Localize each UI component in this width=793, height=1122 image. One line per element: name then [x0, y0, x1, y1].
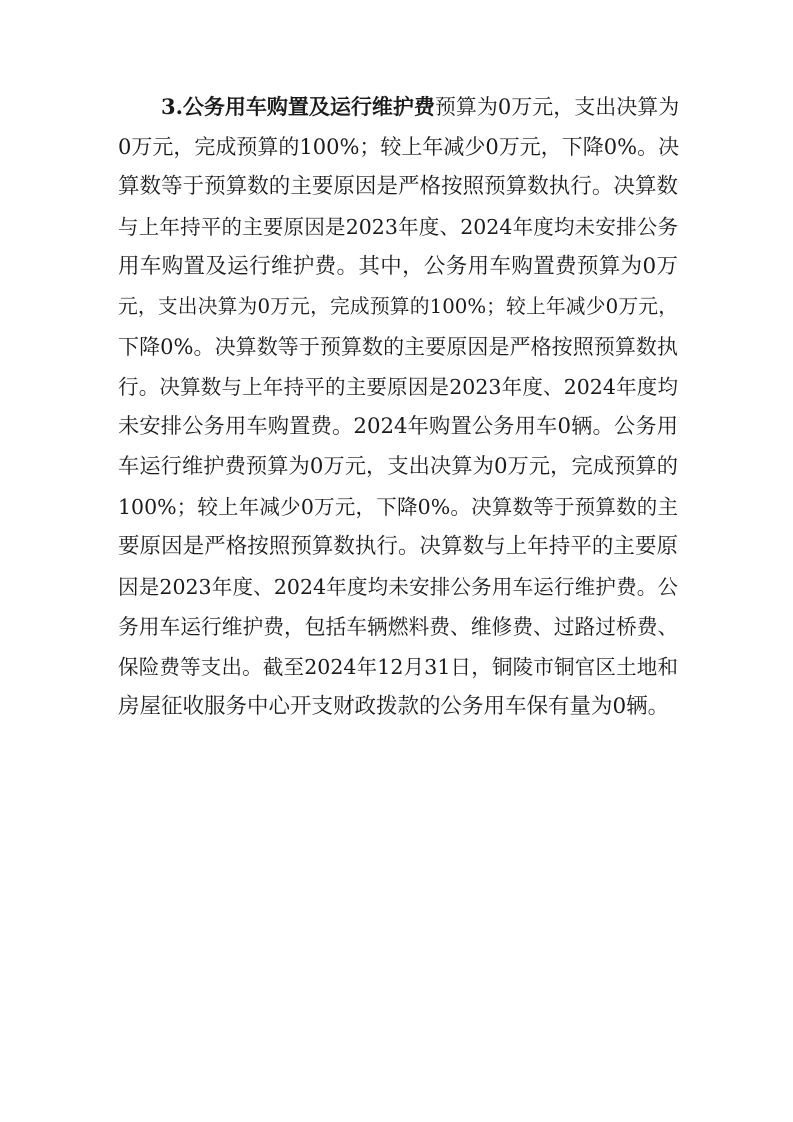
- paragraph-line-9: 未安排公务用车购置费。2024年购置公务用车0辆。公务用: [118, 414, 678, 439]
- paragraph-line-5: 用车购置及运行维护费。其中，公务用车购置费预算为0万: [118, 254, 678, 279]
- paragraph-line-1: [118, 87, 678, 127]
- paragraph-line-12: 要原因是严格按照预算数执行。决算数与上年持平的主要原: [118, 534, 678, 559]
- paragraph-line-3: 算数等于预算数的主要原因是严格按照预算数执行。决算数: [118, 174, 678, 199]
- paragraph-line-6: 元，支出决算为0万元，完成预算的100%；较上年减少0万元，: [118, 295, 678, 318]
- body-paragraph: [118, 87, 678, 727]
- paragraph-line-7: 下降0%。决算数等于预算数的主要原因是严格按照预算数执: [118, 335, 678, 359]
- paragraph-line-2: 0万元，完成预算的100%；较上年减少0万元，下降0%。决: [118, 135, 680, 159]
- paragraph-line-16: 房屋征收服务中心开支财政拨款的公务用车保有量为0辆。: [118, 694, 670, 719]
- paragraph-line-text: 预算为0万元，支出决算为: [434, 95, 680, 119]
- paragraph-line-15: 保险费等支出。截至2024年12月31日，铜陵市铜官区土地和: [118, 655, 678, 679]
- paragraph-line-11: 100%；较上年减少0万元，下降0%。决算数等于预算数的主: [118, 495, 678, 519]
- paragraph-line-4: 与上年持平的主要原因是2023年度、2024年度均未安排公务: [118, 215, 678, 239]
- section-heading: 3.公务用车购置及运行维护费: [161, 94, 435, 119]
- paragraph-line-8: 行。决算数与上年持平的主要原因是2023年度、2024年度均: [118, 375, 678, 399]
- paragraph-line-10: 车运行维护费预算为0万元，支出决算为0万元，完成预算的: [118, 454, 678, 479]
- paragraph-line-13: 因是2023年度、2024年度均未安排公务用车运行维护费。公: [118, 575, 678, 599]
- paragraph-line-14: 务用车运行维护费，包括车辆燃料费、维修费、过路过桥费、: [118, 615, 679, 639]
